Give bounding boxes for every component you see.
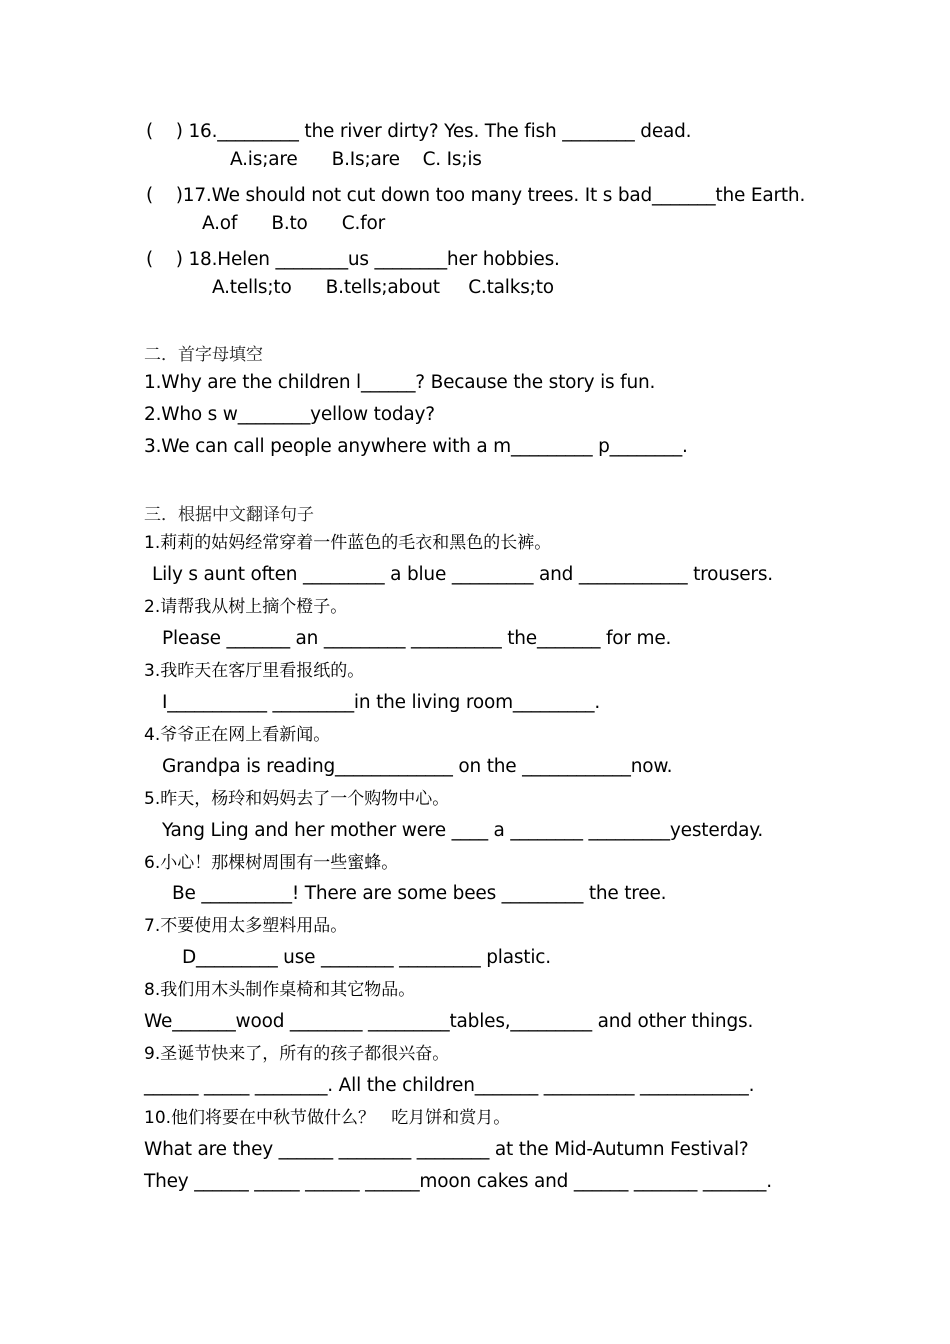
question-17: ( )17.We should not cut down too many trees. It s bad_______the Earth.	[146, 185, 806, 206]
translation-english: Lily s aunt often _________ a blue _________ and ____________ trousers.	[152, 564, 773, 585]
section-2-item: 1.Why are the children l______? Because the story is fun.	[144, 372, 656, 393]
translation-english: Be __________! There are some bees _________ the tree.	[172, 883, 667, 904]
question-18: ( ) 18.Helen ________us ________her hobbies.	[146, 249, 560, 270]
question-16: ( ) 16._________ the river dirty? Yes. The fish ________ dead.	[146, 121, 692, 142]
question-17-options: A.of B.to C.for	[202, 213, 385, 234]
translation-chinese: 10.他们将要在中秋节做什么？ 吃月饼和赏月。	[144, 1108, 511, 1128]
translation-english: Grandpa is reading_____________ on the ____________now.	[162, 756, 673, 777]
translation-chinese: 5.昨天，杨玲和妈妈去了一个购物中心。	[144, 789, 450, 809]
translation-chinese: 9.圣诞节快来了，所有的孩子都很兴奋。	[144, 1044, 450, 1064]
translation-chinese: 3.我昨天在客厅里看报纸的。	[144, 661, 365, 681]
section-2-item: 3.We can call people anywhere with a m_________ p________.	[144, 436, 688, 457]
question-16-options: A.is;are B.Is;are C. Is;is	[230, 149, 482, 170]
translation-chinese: 7.不要使用太多塑料用品。	[144, 916, 348, 936]
translation-chinese: 8.我们用木头制作桌椅和其它物品。	[144, 980, 416, 1000]
translation-english: What are they ______ ________ ________ at the Mid-Autumn Festival?	[144, 1139, 749, 1160]
question-18-options: A.tells;to B.tells;about C.talks;to	[212, 277, 554, 298]
translation-chinese: 2.请帮我从树上摘个橙子。	[144, 597, 348, 617]
section-3-heading: 三．根据中文翻译句子	[144, 505, 314, 525]
translation-english: ______ _____ ________. All the children_______ __________ ____________.	[144, 1075, 755, 1096]
section-2-heading: 二．首字母填空	[144, 345, 263, 365]
translation-english: I___________ _________in the living room_________.	[162, 692, 601, 713]
translation-english: Yang Ling and her mother were ____ a ________ _________yesterday.	[162, 820, 764, 841]
translation-english: They ______ _____ ______ ______moon cakes and ______ _______ _______.	[144, 1171, 772, 1192]
translation-english: We_______wood ________ _________tables,_________ and other things.	[144, 1011, 754, 1032]
translation-chinese: 1.莉莉的姑妈经常穿着一件蓝色的毛衣和黑色的长裤。	[144, 533, 552, 553]
section-2-item: 2.Who s w________yellow today?	[144, 404, 435, 425]
translation-english: D_________ use ________ _________ plastic.	[182, 947, 551, 968]
translation-chinese: 4.爷爷正在网上看新闻。	[144, 725, 331, 745]
translation-chinese: 6.小心！那棵树周围有一些蜜蜂。	[144, 853, 399, 873]
translation-english: Please _______ an _________ __________ the_______ for me.	[162, 628, 672, 649]
